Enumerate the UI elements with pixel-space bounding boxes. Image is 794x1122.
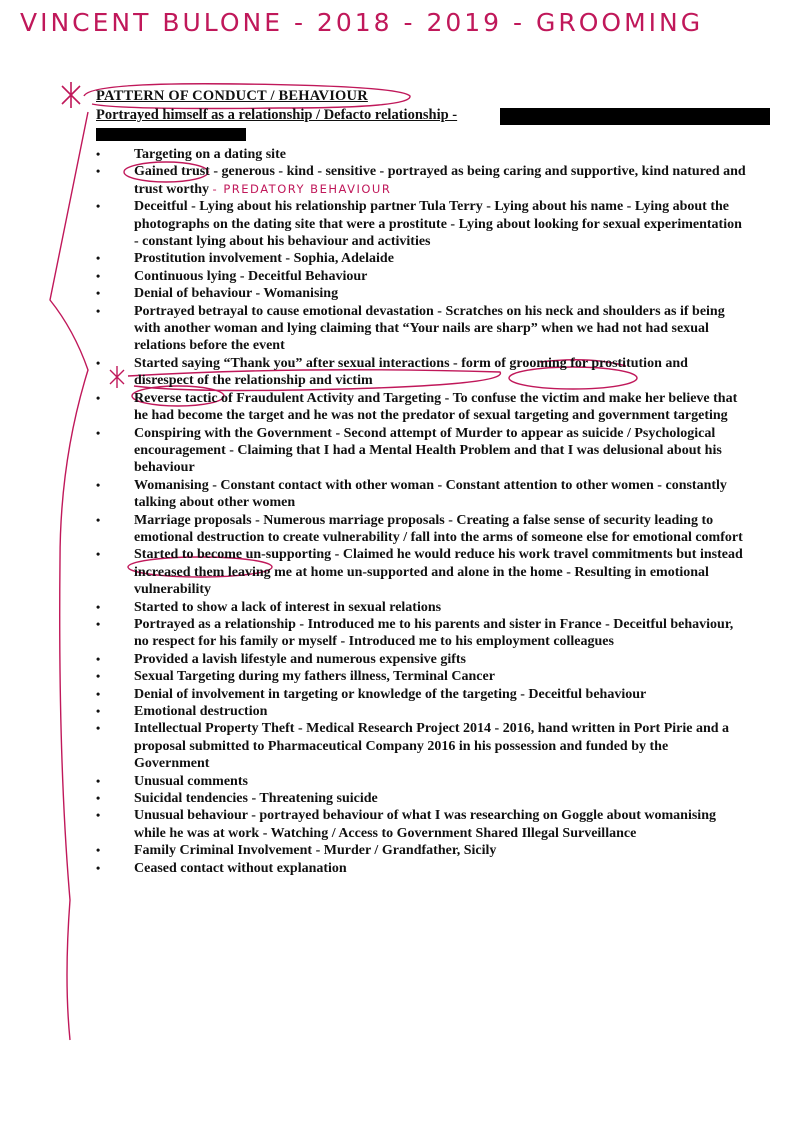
bullet-icon: •	[96, 773, 101, 788]
list-item: • Intellectual Property Theft - Medical Research Project 2014 - 2016, hand written in Port Pirie and a proposal submitted to Pharmaceutical Company 2016 in his possession and funded by the Government	[96, 721, 730, 772]
bullet-icon: •	[96, 843, 101, 858]
bullet-icon: •	[96, 147, 101, 161]
bullet-icon: •	[96, 616, 101, 631]
list-item: • Gained trust - generous - kind - sensitive - portrayed as being caring and supportive, kind natured and trust worthy - PREDATORY BEHAVIOUR	[96, 164, 746, 197]
bullet-icon: •	[96, 303, 101, 318]
list-item: • Portrayed as a relationship - Introduced me to his parents and sister in France - Deceitful behaviour, no respect for his family or myself - Introduced me to his employment colleagues	[96, 616, 734, 650]
redaction-bar	[96, 128, 246, 141]
list-item: • Started to become un-supporting - Claimed he would reduce his work travel commitments but instead increased them leaving me at home un-supported and alone in the home - Resulting in emotional vulnerability	[96, 547, 743, 598]
list-item: • Started to show a lack of interest in sexual relations	[96, 599, 442, 615]
bullet-icon: •	[96, 355, 101, 370]
bullet-icon: •	[96, 599, 101, 614]
bullet-icon: •	[96, 704, 101, 718]
left-bracket-line	[50, 112, 88, 1040]
handwritten-title: VINCENT BULONE - 2018 - 2019 - GROOMING	[20, 8, 704, 37]
list-item: • Suicidal tendencies - Threatening suicide	[96, 791, 378, 807]
redaction-bar	[500, 108, 770, 125]
star-mark-heading	[62, 82, 80, 108]
bullet-icon: •	[96, 721, 101, 736]
list-item: • Marriage proposals - Numerous marriage proposals - Creating a false sense of security leading to emotional destruction to create vulnerability / fall into the arms of someone else for emotional comfort	[96, 512, 743, 545]
list-item: • Emotional destruction	[96, 704, 268, 719]
list-item: • Denial of behaviour - Womanising	[96, 286, 339, 302]
list-item: • Womanising - Constant contact with other woman - Constant attention to other women - constantly talking about other women	[96, 477, 727, 511]
bullet-icon: •	[96, 547, 101, 562]
bullet-icon: •	[96, 512, 101, 527]
list-item: • Unusual behaviour - portrayed behaviour of what I was researching on Goggle about womanising while he was at work - Watching / Access to Government Shared Illegal Surveillance	[96, 808, 716, 841]
list-item: • Portrayed betrayal to cause emotional devastation - Scratches on his neck and shoulders as if being with another woman and lying claiming that “Your nails are sharp” when we had not had sexual relations before the event	[96, 303, 725, 354]
section-subheading: Portrayed himself as a relationship / Defacto relationship -	[96, 107, 458, 123]
bullet-icon: •	[96, 477, 101, 492]
bullet-icon: •	[96, 791, 101, 806]
list-item: • Started saying “Thank you” after sexual interactions - form of grooming for prostitution and disrespect of the relationship and victim	[96, 355, 688, 389]
bullet-icon: •	[96, 251, 101, 266]
bullet-icon: •	[96, 860, 101, 875]
bullet-icon: •	[96, 390, 101, 405]
handwritten-note: - PREDATORY BEHAVIOUR	[212, 181, 392, 196]
bullet-icon: •	[96, 425, 101, 440]
list-item: • Continuous lying - Deceitful Behaviour	[96, 268, 368, 284]
list-item: • Reverse tactic of Fraudulent Activity and Targeting - To confuse the victim and make her believe that he had become the target and he was not the predator of sexual targeting and government targeting	[96, 390, 738, 424]
list-item: • Family Criminal Involvement - Murder / Grandfather, Sicily	[96, 843, 497, 859]
bullet-icon: •	[96, 651, 101, 666]
list-item: • Denial of involvement in targeting or knowledge of the targeting - Deceitful behaviour	[96, 686, 647, 702]
list-item: • Provided a lavish lifestyle and numerous expensive gifts	[96, 651, 467, 667]
list-item: • Ceased contact without explanation	[96, 860, 347, 876]
list-item: • Conspiring with the Government - Second attempt of Murder to appear as suicide / Psychological encouragement - Claiming that I had a Mental Health Problem and that I was delusional about his behaviour	[96, 425, 722, 476]
list-item: • Unusual comments	[96, 773, 248, 789]
bullet-icon: •	[96, 686, 101, 701]
list-item: • Prostitution involvement - Sophia, Adelaide	[96, 251, 394, 267]
list-item: • Sexual Targeting during my fathers illness, Terminal Cancer	[96, 669, 495, 685]
bullet-icon: •	[96, 808, 101, 823]
bullet-icon: •	[96, 669, 101, 684]
list-item: • Deceitful - Lying about his relationship partner Tula Terry - Lying about his name - Lying about the photographs on the dating site that were a prostitute - Lying about looking for sexual experimentation - constant lying about his behaviour and activities	[96, 199, 742, 250]
bullet-icon: •	[96, 286, 101, 301]
section-heading: PATTERN OF CONDUCT / BEHAVIOUR	[96, 88, 368, 104]
list-item: • Targeting on a dating site	[96, 147, 286, 162]
bullet-icon: •	[96, 199, 101, 214]
bullet-icon: •	[96, 268, 101, 283]
conduct-list	[96, 146, 746, 877]
bullet-icon: •	[96, 164, 101, 179]
